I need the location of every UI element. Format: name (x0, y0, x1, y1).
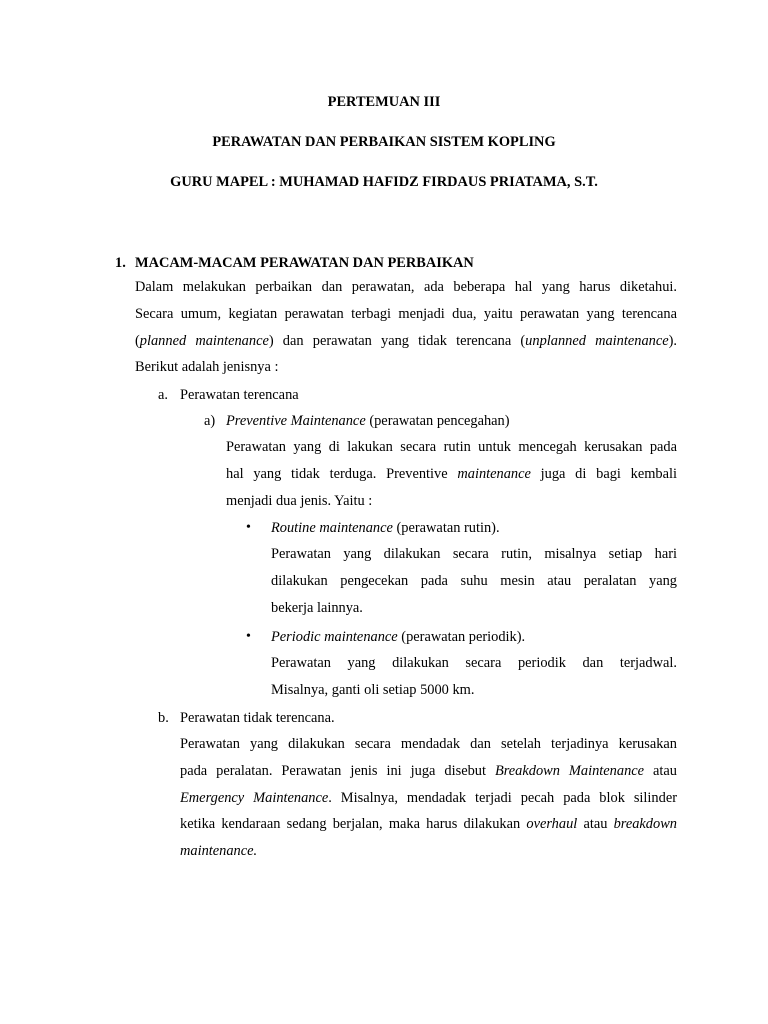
section-number: 1. (115, 255, 126, 271)
list-marker-b: b. (158, 710, 169, 726)
bullet-icon: • (246, 520, 251, 535)
periodic-line: Misalnya, ganti oli setiap 5000 km. (271, 681, 475, 698)
sublist-marker: a) (204, 413, 216, 429)
preventive-line: Perawatan yang di lakukan secara rutin untuk mencegah kerusakan pada (226, 439, 677, 455)
intro-line: Berikut adalah jenisnya : (135, 359, 279, 376)
unplanned-line: maintenance. (180, 843, 258, 860)
list-marker-a: a. (158, 387, 168, 403)
intro-line: Secara umum, kegiatan perawatan terbagi menjadi dua, yaitu perawatan yang terencana (135, 305, 677, 322)
document-title: PERAWATAN DAN PERBAIKAN SISTEM KOPLING (212, 134, 556, 150)
preventive-line: menjadi dua jenis. Yaitu : (226, 492, 373, 509)
meeting-title: PERTEMUAN III (327, 94, 441, 110)
periodic-title: Periodic maintenance (perawatan periodik). (271, 629, 526, 645)
preventive-paragraph (226, 434, 677, 514)
unplanned-paragraph (180, 731, 677, 865)
routine-title: Routine maintenance (perawatan rutin). (271, 520, 500, 536)
unplanned-line: pada peralatan. Perawatan jenis ini juga disebut Breakdown Maintenance atau (180, 762, 677, 779)
routine-line: Perawatan yang dilakukan secara rutin, misalnya setiap hari (271, 546, 677, 562)
routine-paragraph (271, 541, 677, 621)
routine-line: dilakukan pengecekan pada suhu mesin atau peralatan yang (271, 572, 677, 589)
periodic-line: Perawatan yang dilakukan secara periodik dan terjadwal. (271, 655, 677, 671)
section-heading: MACAM-MACAM PERAWATAN DAN PERBAIKAN (135, 255, 474, 271)
routine-line: bekerja lainnya. (271, 599, 363, 616)
teacher-line: GURU MAPEL : MUHAMAD HAFIDZ FIRDAUS PRIATAMA, S.T. (170, 174, 598, 190)
intro-line: (planned maintenance) dan perawatan yang tidak terencana (unplanned maintenance). (135, 332, 677, 349)
unplanned-line: Perawatan yang dilakukan secara mendadak dan setelah terjadinya kerusakan (180, 736, 677, 752)
unplanned-label: Perawatan tidak terencana. (180, 710, 335, 726)
preventive-title: Preventive Maintenance (perawatan pencegahan) (226, 413, 510, 429)
unplanned-line: ketika kendaraan sedang berjalan, maka harus dilakukan overhaul atau breakdown (180, 816, 677, 833)
preventive-line: hal yang tidak terduga. Preventive maintenance juga di bagi kembali (226, 465, 677, 482)
periodic-paragraph (271, 650, 677, 704)
intro-line: Dalam melakukan perbaikan dan perawatan, ada beberapa hal yang harus diketahui. (135, 279, 677, 295)
unplanned-line: Emergency Maintenance. Misalnya, mendadak terjadi pecah pada blok silinder (180, 789, 677, 806)
bullet-icon: • (246, 629, 251, 644)
planned-label: Perawatan terencana (180, 387, 299, 403)
intro-paragraph (135, 274, 677, 381)
